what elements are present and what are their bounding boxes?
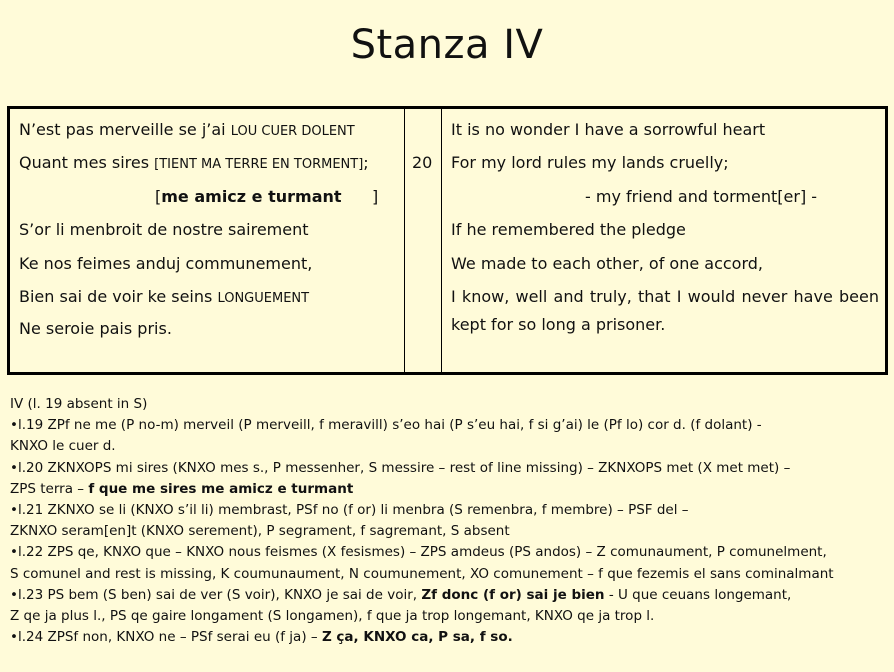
note-line — [10, 479, 888, 500]
translation-line: If he remembered the pledge — [451, 220, 686, 239]
stanza-table — [7, 106, 888, 375]
note-text: •l.19 ZPf ne me (P no-m) merveil (P merveill, f meravill) s’eo hai (P s’eu hai, f si g’ai) le (Pf lo) cor d. (f dolant) - — [10, 417, 762, 434]
note-bold-text: Zf donc (f or) sai je bien — [421, 586, 605, 603]
text: Bien sai de voir ke seins — [19, 287, 218, 306]
note-line — [10, 585, 888, 606]
note-line — [10, 500, 888, 521]
original-line — [19, 319, 172, 339]
note-text: Z qe ja plus l., PS qe gaire longament (S longamen), f que ja trop longemant, KNXO qe ja trop l. — [10, 607, 655, 624]
line-number: 20 — [412, 153, 433, 172]
small-caps-text: LOU CUER DOLENT — [230, 124, 355, 139]
original-line — [19, 287, 309, 309]
note-text: •l.23 PS bem (S ben) sai de ver (S voir), KNXO je sai de voir, — [10, 586, 422, 603]
bold-variant-text: me amicz e turmant — [161, 187, 342, 206]
note-text: IV (l. 19 absent in S) — [10, 396, 148, 412]
note-text: ZKNXO seram[en]t (KNXO serement), P segrament, f sagremant, S absent — [10, 523, 510, 540]
original-line — [19, 254, 312, 274]
translation-line: - my friend and torment[er] - — [585, 187, 818, 206]
note-line — [10, 415, 888, 436]
bracket: ] — [341, 187, 379, 206]
note-line — [10, 436, 888, 457]
line-number-column — [405, 109, 442, 372]
note-bold-text: Z ça, KNXO ca, P sa, f so. — [321, 629, 513, 646]
bracket: [ — [155, 187, 162, 206]
text: Ke nos feimes anduj communement, — [19, 254, 313, 273]
note-line — [10, 627, 888, 648]
note-line — [10, 521, 888, 542]
note-line — [10, 606, 888, 627]
text: S’or li menbroit de nostre sairement — [19, 220, 309, 239]
note-text: •l.24 ZPSf non, KNXO ne – PSf serai eu (f ja) – — [10, 629, 322, 646]
small-caps-text: LONGUEMENT — [217, 291, 310, 306]
note-text: - U que ceuans longemant, — [604, 586, 792, 603]
original-line — [19, 220, 309, 240]
original-line-variant — [155, 187, 378, 207]
note-text: ZPS terra – — [10, 480, 89, 497]
translation-line: It is no wonder I have a sorrowful heart — [451, 120, 766, 139]
small-caps-text: [TIENT MA TERRE EN TORMENT] — [154, 157, 364, 172]
note-line — [10, 542, 888, 563]
variant-notes — [10, 394, 888, 648]
translation-column — [442, 109, 885, 372]
original-text-column — [10, 109, 405, 372]
text: Quant mes sires — [19, 153, 155, 172]
page-title: Stanza IV — [350, 22, 544, 68]
note-line — [10, 564, 888, 585]
note-text: KNXO le cuer d. — [10, 438, 116, 455]
translation-line: We made to each other, of one accord, — [451, 254, 763, 273]
translation-line: I know, well and truly, that I would never have been kept for so long a prisoner. — [451, 287, 879, 334]
note-text: •l.21 ZKNXO se li (KNXO s’il li) membrast, PSf no (f or) li menbra (S remenbra, f membre) – PSF del – — [10, 501, 689, 518]
text: ; — [363, 153, 369, 172]
note-line — [10, 458, 888, 479]
text: N’est pas merveille se j’ai — [19, 120, 231, 139]
translation-line: For my lord rules my lands cruelly; — [451, 153, 729, 172]
text: Ne seroie pais pris. — [19, 319, 172, 338]
note-text: S comunel and rest is missing, K coumunaument, N coumunement, XO comunement – f que fezemis el sans cominalmant — [10, 565, 834, 582]
note-text: •l.22 ZPS qe, KNXO que – KNXO nous feismes (X fesismes) – ZPS amdeus (PS andos) – Z comunaument, P comunelment, — [10, 544, 827, 561]
original-line — [19, 120, 355, 142]
original-line — [19, 153, 369, 175]
note-bold-text: f que me sires me amicz e turmant — [88, 480, 354, 497]
note-line — [10, 394, 888, 415]
note-text: •l.20 ZKNXOPS mi sires (KNXO mes s., P messenher, S messire – rest of line missing) – ZKNXOPS met (X met met) – — [10, 459, 791, 476]
